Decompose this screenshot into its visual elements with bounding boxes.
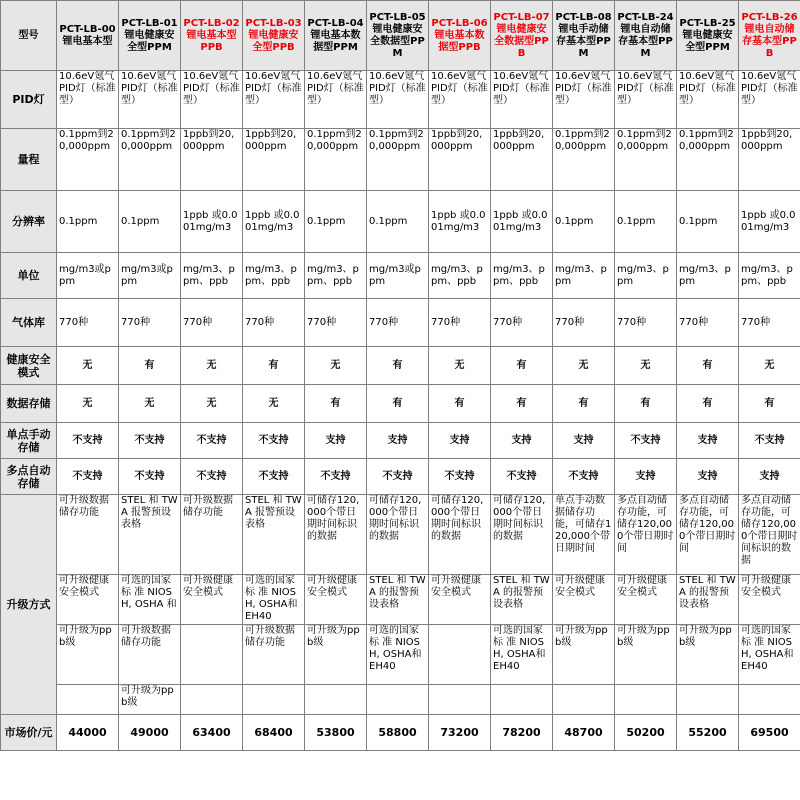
upgrade-cell: 可选的国家标 准 NIOSH, OSHA 和	[119, 575, 181, 625]
price-cell: 69500	[739, 715, 800, 751]
range-cell: 1ppb到20,000ppm	[739, 129, 800, 191]
datastore-cell: 有	[553, 385, 615, 423]
health-cell: 有	[119, 347, 181, 385]
datastore-cell: 有	[305, 385, 367, 423]
health-cell: 无	[305, 347, 367, 385]
upgrade-cell: 可升级健康安全模式	[739, 575, 800, 625]
row-label: 多点自动存储	[1, 459, 57, 495]
unit-cell: mg/m3或ppm	[119, 253, 181, 299]
upgrade-cell: 可升级健康安全模式	[181, 575, 243, 625]
gaslib-cell: 770种	[429, 299, 491, 347]
upgrade-cell: 可升级数据储存功能	[181, 495, 243, 575]
upgrade-cell	[739, 685, 800, 715]
upgrade-cell	[615, 685, 677, 715]
manual-cell: 不支持	[119, 423, 181, 459]
gaslib-cell: 770种	[119, 299, 181, 347]
pid-cell: 10.6eV氪气PID灯（标准型）	[677, 71, 739, 129]
datastore-cell: 无	[243, 385, 305, 423]
upgrade-cell: 可升级为ppb级	[553, 625, 615, 685]
pid-cell: 10.6eV氪气PID灯（标准型）	[181, 71, 243, 129]
upgrade-cell: 可选的国家标 准 NIOSH, OSHA和EH40	[739, 625, 800, 685]
gaslib-cell: 770种	[243, 299, 305, 347]
model-header: PCT-LB-03 锂电健康安全型PPB	[243, 1, 305, 71]
datastore-cell: 有	[491, 385, 553, 423]
gaslib-row	[1, 299, 800, 347]
row-label: 单位	[1, 253, 57, 299]
upgrade-cell	[429, 625, 491, 685]
auto-cell: 不支持	[553, 459, 615, 495]
upgrade-cell	[677, 685, 739, 715]
upgrade-cell: 可升级数据储存功能	[119, 625, 181, 685]
upgrade-cell: 可储存120,000个带日期时间标识的数据	[429, 495, 491, 575]
health-cell: 无	[553, 347, 615, 385]
datastore-cell: 有	[677, 385, 739, 423]
upgrade-cell: 可升级健康安全模式	[57, 575, 119, 625]
health-cell: 无	[429, 347, 491, 385]
price-cell: 49000	[119, 715, 181, 751]
price-cell: 44000	[57, 715, 119, 751]
upgrade-cell: 多点自动储存功能，可储存120,000个带日期时间	[615, 495, 677, 575]
range-cell: 0.1ppm到20,000ppm	[57, 129, 119, 191]
upgrade-cell: 可选的国家标 准 NIOSH, OSHA和EH40	[367, 625, 429, 685]
model-header: PCT-LB-00 锂电基本型	[57, 1, 119, 71]
model-header: PCT-LB-02 锂电基本型PPB	[181, 1, 243, 71]
manual-cell: 不支持	[739, 423, 800, 459]
resolution-cell: 1ppb 或0.001mg/m3	[243, 191, 305, 253]
header-row	[1, 1, 800, 71]
pid-cell: 10.6eV氪气PID灯（标准型）	[491, 71, 553, 129]
row-label: PID灯	[1, 71, 57, 129]
upgrade-row	[1, 685, 800, 715]
upgrade-cell: 可升级健康安全模式	[615, 575, 677, 625]
upgrade-cell	[305, 685, 367, 715]
upgrade-cell	[243, 685, 305, 715]
price-cell: 78200	[491, 715, 553, 751]
price-cell: 48700	[553, 715, 615, 751]
datastore-cell: 有	[615, 385, 677, 423]
health-cell: 无	[181, 347, 243, 385]
price-cell: 63400	[181, 715, 243, 751]
price-cell: 50200	[615, 715, 677, 751]
upgrade-cell	[491, 685, 553, 715]
range-cell: 0.1ppm到20,000ppm	[367, 129, 429, 191]
pid-cell: 10.6eV氪气PID灯（标准型）	[367, 71, 429, 129]
upgrade-cell: 多点自动储存功能，可储存120,000个带日期时间	[677, 495, 739, 575]
unit-cell: mg/m3、ppm、ppb	[429, 253, 491, 299]
range-row	[1, 129, 800, 191]
row-label: 单点手动存储	[1, 423, 57, 459]
health-cell: 有	[243, 347, 305, 385]
auto-cell: 支持	[677, 459, 739, 495]
resolution-cell: 1ppb 或0.001mg/m3	[181, 191, 243, 253]
resolution-cell: 1ppb 或0.001mg/m3	[429, 191, 491, 253]
pid-cell: 10.6eV氪气PID灯（标准型）	[305, 71, 367, 129]
gaslib-cell: 770种	[305, 299, 367, 347]
price-cell: 73200	[429, 715, 491, 751]
row-label: 分辨率	[1, 191, 57, 253]
range-cell: 1ppb到20,000ppm	[491, 129, 553, 191]
upgrade-cell: 多点自动储存功能，可储存120,000个带日期时间标识的数据	[739, 495, 800, 575]
upgrade-cell: STEL 和 TWA 的报警预设表格	[677, 575, 739, 625]
manual-cell: 支持	[553, 423, 615, 459]
model-header: PCT-LB-04 锂电基本数据型PPM	[305, 1, 367, 71]
resolution-cell: 1ppb 或0.001mg/m3	[491, 191, 553, 253]
range-cell: 1ppb到20,000ppm	[181, 129, 243, 191]
upgrade-cell: STEL 和 TWA 报警预设表格	[119, 495, 181, 575]
range-cell: 1ppb到20,000ppm	[243, 129, 305, 191]
upgrade-cell	[429, 685, 491, 715]
health-cell: 有	[367, 347, 429, 385]
pid-row	[1, 71, 800, 129]
resolution-cell: 0.1ppm	[305, 191, 367, 253]
unit-row	[1, 253, 800, 299]
range-cell: 0.1ppm到20,000ppm	[119, 129, 181, 191]
model-header: PCT-LB-07 锂电健康安全数据型PPB	[491, 1, 553, 71]
datastore-cell: 有	[429, 385, 491, 423]
resolution-cell: 0.1ppm	[615, 191, 677, 253]
datastore-cell: 有	[739, 385, 800, 423]
range-cell: 0.1ppm到20,000ppm	[305, 129, 367, 191]
price-cell: 68400	[243, 715, 305, 751]
price-cell: 53800	[305, 715, 367, 751]
upgrade-row	[1, 625, 800, 685]
row-label: 数据存储	[1, 385, 57, 423]
upgrade-row	[1, 575, 800, 625]
unit-cell: mg/m3或ppm	[367, 253, 429, 299]
upgrade-cell: 可储存120,000个带日期时间标识的数据	[491, 495, 553, 575]
corner-header: 型号	[1, 1, 57, 71]
manual-cell: 不支持	[181, 423, 243, 459]
pid-cell: 10.6eV氪气PID灯（标准型）	[553, 71, 615, 129]
upgrade-cell: STEL 和 TWA 的报警预设表格	[367, 575, 429, 625]
health-cell: 有	[677, 347, 739, 385]
auto-cell: 不支持	[491, 459, 553, 495]
gaslib-cell: 770种	[367, 299, 429, 347]
row-label: 升级方式	[1, 495, 57, 715]
upgrade-cell: 可升级为ppb级	[119, 685, 181, 715]
upgrade-cell: 单点手动数据储存功能，可储存120,000个带日期时间	[553, 495, 615, 575]
upgrade-cell: 可升级健康安全模式	[429, 575, 491, 625]
auto-cell: 不支持	[429, 459, 491, 495]
manual-cell: 不支持	[243, 423, 305, 459]
price-row	[1, 715, 800, 751]
manual-row	[1, 423, 800, 459]
datastore-cell: 有	[367, 385, 429, 423]
manual-cell: 支持	[305, 423, 367, 459]
model-header: PCT-LB-05 锂电健康安全数据型PPM	[367, 1, 429, 71]
upgrade-cell	[553, 685, 615, 715]
auto-cell: 不支持	[243, 459, 305, 495]
pid-cell: 10.6eV氪气PID灯（标准型）	[739, 71, 800, 129]
upgrade-cell: 可选的国家标 准 NIOSH, OSHA和EH40	[243, 575, 305, 625]
range-cell: 1ppb到20,000ppm	[429, 129, 491, 191]
model-header: PCT-LB-25 锂电健康安全型PPM	[677, 1, 739, 71]
datastore-cell: 无	[57, 385, 119, 423]
datastore-row	[1, 385, 800, 423]
auto-cell: 不支持	[367, 459, 429, 495]
range-cell: 0.1ppm到20,000ppm	[677, 129, 739, 191]
gaslib-cell: 770种	[181, 299, 243, 347]
health-cell: 无	[615, 347, 677, 385]
health-cell: 无	[57, 347, 119, 385]
model-header: PCT-LB-01 锂电健康安全型PPM	[119, 1, 181, 71]
upgrade-cell: 可选的国家标 准 NIOSH, OSHA和EH40	[491, 625, 553, 685]
upgrade-cell: 可升级为ppb级	[305, 625, 367, 685]
health-row	[1, 347, 800, 385]
upgrade-cell: STEL 和 TWA 报警预设表格	[243, 495, 305, 575]
unit-cell: mg/m3、ppm	[553, 253, 615, 299]
unit-cell: mg/m3、ppm、ppb	[305, 253, 367, 299]
pid-cell: 10.6eV氪气PID灯（标准型）	[615, 71, 677, 129]
resolution-cell: 0.1ppm	[367, 191, 429, 253]
upgrade-cell	[367, 685, 429, 715]
unit-cell: mg/m3、ppm、ppb	[491, 253, 553, 299]
pid-cell: 10.6eV氪气PID灯（标准型）	[119, 71, 181, 129]
unit-cell: mg/m3、ppm	[615, 253, 677, 299]
gaslib-cell: 770种	[491, 299, 553, 347]
auto-cell: 不支持	[57, 459, 119, 495]
auto-cell: 支持	[739, 459, 800, 495]
row-label: 市场价/元	[1, 715, 57, 751]
auto-cell: 不支持	[119, 459, 181, 495]
upgrade-cell: 可升级为ppb级	[615, 625, 677, 685]
unit-cell: mg/m3、ppm	[677, 253, 739, 299]
row-label: 气体库	[1, 299, 57, 347]
datastore-cell: 无	[181, 385, 243, 423]
resolution-row	[1, 191, 800, 253]
manual-cell: 支持	[677, 423, 739, 459]
manual-cell: 支持	[429, 423, 491, 459]
upgrade-cell: 可升级健康安全模式	[553, 575, 615, 625]
manual-cell: 不支持	[57, 423, 119, 459]
model-header: PCT-LB-24 锂电自动储存基本型PPM	[615, 1, 677, 71]
upgrade-cell: 可储存120,000个带日期时间标识的数据	[367, 495, 429, 575]
manual-cell: 支持	[367, 423, 429, 459]
resolution-cell: 1ppb 或0.001mg/m3	[739, 191, 800, 253]
resolution-cell: 0.1ppm	[119, 191, 181, 253]
gaslib-cell: 770种	[553, 299, 615, 347]
price-cell: 55200	[677, 715, 739, 751]
pid-cell: 10.6eV氪气PID灯（标准型）	[243, 71, 305, 129]
upgrade-row	[1, 495, 800, 575]
gaslib-cell: 770种	[739, 299, 800, 347]
auto-cell: 支持	[615, 459, 677, 495]
unit-cell: mg/m3或ppm	[57, 253, 119, 299]
upgrade-cell	[57, 685, 119, 715]
price-cell: 58800	[367, 715, 429, 751]
resolution-cell: 0.1ppm	[553, 191, 615, 253]
upgrade-cell: 可储存120,000个带日期时间标识的数据	[305, 495, 367, 575]
upgrade-cell: STEL 和 TWA 的报警预设表格	[491, 575, 553, 625]
pid-cell: 10.6eV氪气PID灯（标准型）	[429, 71, 491, 129]
upgrade-cell	[181, 685, 243, 715]
upgrade-cell	[181, 625, 243, 685]
health-cell: 有	[491, 347, 553, 385]
resolution-cell: 0.1ppm	[57, 191, 119, 253]
upgrade-cell: 可升级健康安全模式	[305, 575, 367, 625]
upgrade-cell: 可升级数据储存功能	[243, 625, 305, 685]
model-header: PCT-LB-08 锂电手动储存基本型PPM	[553, 1, 615, 71]
manual-cell: 不支持	[615, 423, 677, 459]
upgrade-cell: 可升级为ppb级	[677, 625, 739, 685]
range-cell: 0.1ppm到20,000ppm	[615, 129, 677, 191]
row-label: 量程	[1, 129, 57, 191]
unit-cell: mg/m3、ppm、ppb	[739, 253, 800, 299]
health-cell: 无	[739, 347, 800, 385]
gaslib-cell: 770种	[677, 299, 739, 347]
manual-cell: 支持	[491, 423, 553, 459]
pid-cell: 10.6eV氪气PID灯（标准型）	[57, 71, 119, 129]
range-cell: 0.1ppm到20,000ppm	[553, 129, 615, 191]
auto-row	[1, 459, 800, 495]
datastore-cell: 无	[119, 385, 181, 423]
auto-cell: 不支持	[305, 459, 367, 495]
unit-cell: mg/m3、ppm、ppb	[243, 253, 305, 299]
unit-cell: mg/m3、ppm、ppb	[181, 253, 243, 299]
upgrade-cell: 可升级为ppb级	[57, 625, 119, 685]
model-header: PCT-LB-26 锂电自动储存基本型PPB	[739, 1, 800, 71]
gaslib-cell: 770种	[615, 299, 677, 347]
gaslib-cell: 770种	[57, 299, 119, 347]
upgrade-cell: 可升级数据储存功能	[57, 495, 119, 575]
resolution-cell: 0.1ppm	[677, 191, 739, 253]
model-header: PCT-LB-06 锂电基本数据型PPB	[429, 1, 491, 71]
row-label: 健康安全模式	[1, 347, 57, 385]
auto-cell: 不支持	[181, 459, 243, 495]
